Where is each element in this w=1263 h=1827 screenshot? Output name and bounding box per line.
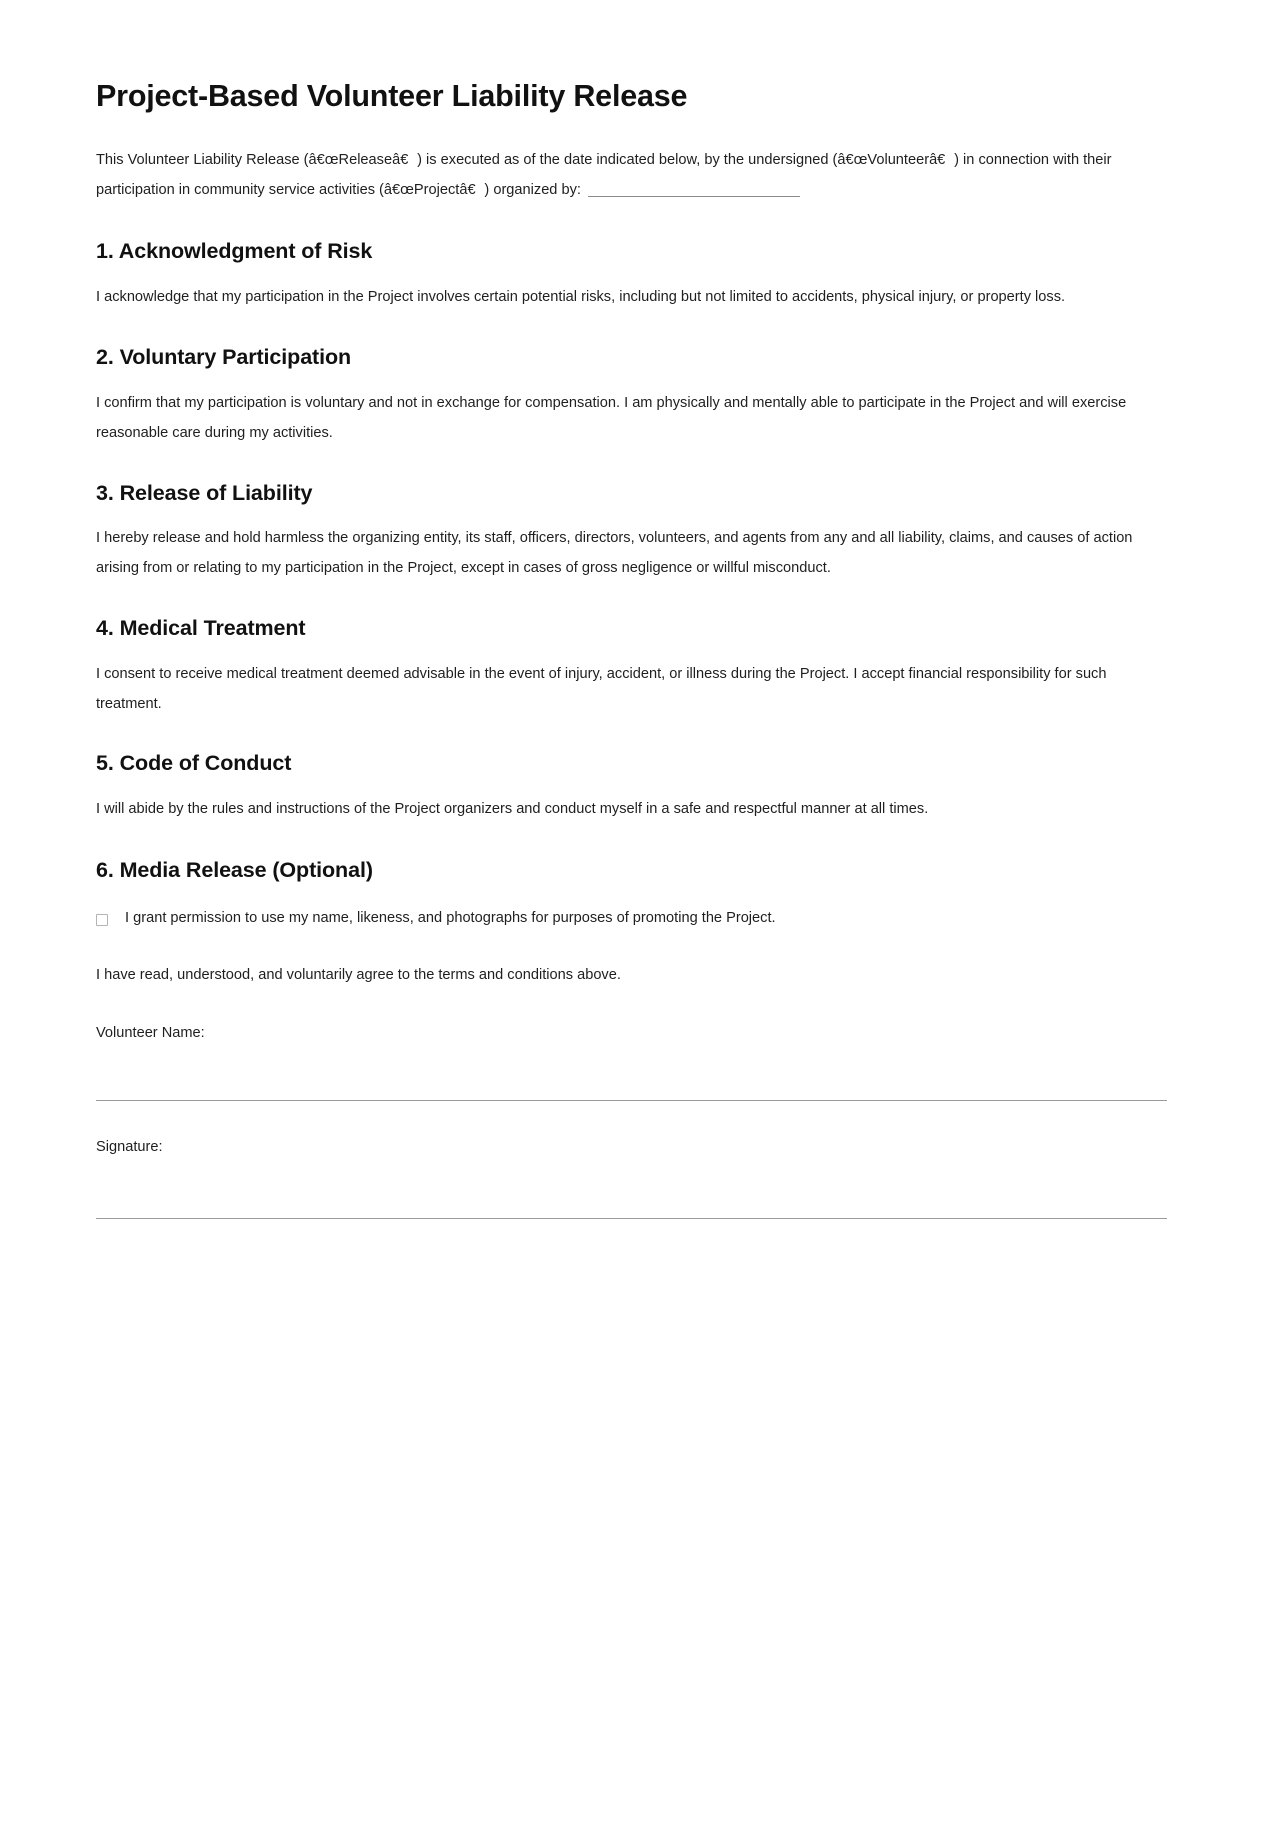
section-heading-4: 4. Medical Treatment	[96, 615, 306, 640]
intro-text: This Volunteer Liability Release (â€œReleaseâ€) is executed as of the date indicated below, by the undersigned (â€œVolunteerâ€) in connection with their participation in community service activities (â€œProjectâ€) organized by:	[96, 151, 1112, 198]
intro-paragraph	[96, 146, 1167, 206]
section-heading-5: 5. Code of Conduct	[96, 751, 292, 776]
document-body	[96, 78, 1167, 1219]
section-code-of-conduct	[96, 750, 1167, 825]
section-medical-treatment	[96, 615, 1167, 719]
section-body-5: I will abide by the rules and instructions of the Project organizers and conduct myself in a safe and respectful manner at all times.	[96, 801, 929, 818]
signature-field[interactable]	[96, 1218, 1167, 1219]
section-heading-6: 6. Media Release (Optional)	[96, 858, 373, 883]
section-body-2: I confirm that my participation is voluntary and not in exchange for compensation. I am physically and mentally able to participate in the Project and will exercise reasonable care during my activities.	[96, 394, 1127, 441]
volunteer-name-rule	[96, 1100, 1167, 1101]
section-body-3: I hereby release and hold harmless the organizing entity, its staff, officers, directors, volunteers, and agents from any and all liability, claims, and causes of action arising from or relating to my participation in the Project, except in cases of gross negligence or willful misconduct.	[96, 530, 1133, 577]
section-heading-3: 3. Release of Liability	[96, 480, 313, 505]
page-title: Project-Based Volunteer Liability Release	[96, 79, 688, 113]
section-release-of-liability	[96, 480, 1167, 584]
section-body-4: I consent to receive medical treatment deemed advisable in the event of injury, accident, or illness during the Project. I accept financial responsibility for such treatment.	[96, 665, 1107, 712]
section-body-1: I acknowledge that my participation in the Project involves certain potential risks, including but not limited to accidents, physical injury, or property loss.	[96, 289, 1066, 306]
volunteer-name-field[interactable]	[96, 1100, 1167, 1101]
agreement-statement: I have read, understood, and voluntarily agree to the terms and conditions above.	[96, 966, 621, 983]
media-release-checkbox-row[interactable]	[96, 907, 1167, 930]
volunteer-name-label: Volunteer Name:	[96, 1025, 205, 1042]
media-release-checkbox[interactable]	[96, 914, 108, 926]
section-heading-1: 1. Acknowledgment of Risk	[96, 239, 373, 264]
section-media-release	[96, 857, 1167, 930]
section-voluntary-participation	[96, 344, 1167, 448]
organizer-fill-in-blank[interactable]	[588, 181, 800, 197]
section-heading-2: 2. Voluntary Participation	[96, 345, 352, 370]
signature-rule	[96, 1218, 1167, 1219]
section-acknowledgment-of-risk	[96, 238, 1167, 313]
signature-label: Signature:	[96, 1139, 163, 1156]
media-release-checkbox-label: I grant permission to use my name, likeness, and photographs for purposes of promoting the Project.	[125, 910, 776, 927]
